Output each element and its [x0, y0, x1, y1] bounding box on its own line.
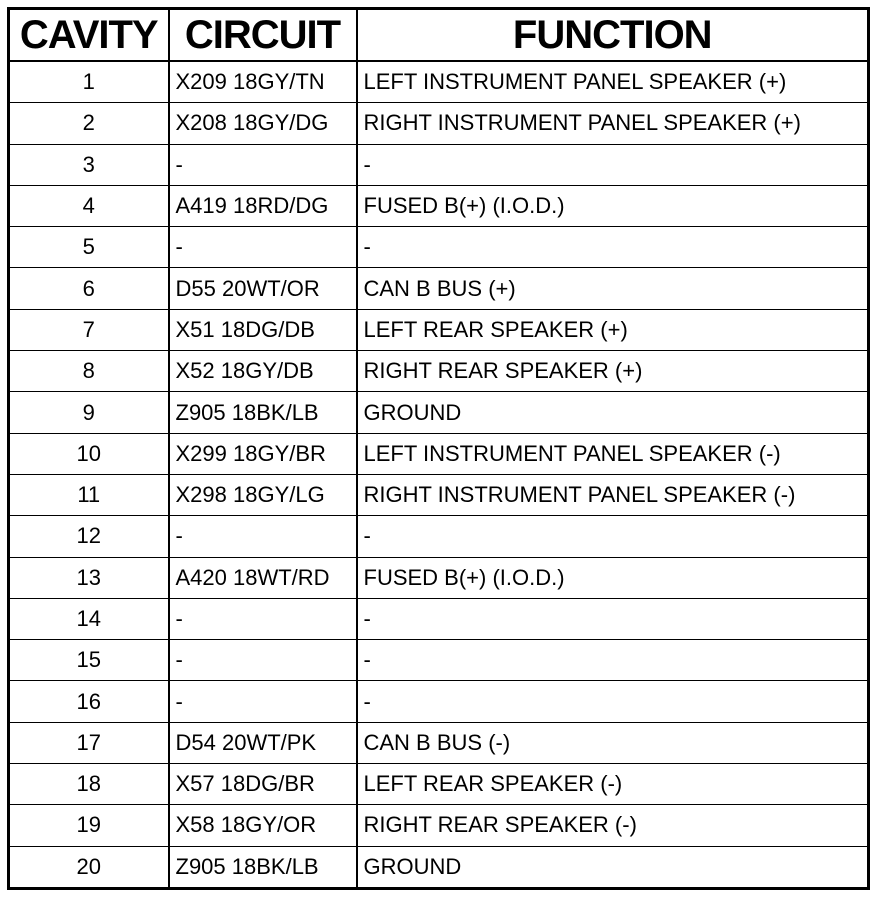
function-cell: CAN B BUS (-) — [357, 722, 869, 763]
function-cell: LEFT REAR SPEAKER (-) — [357, 764, 869, 805]
circuit-cell: - — [169, 516, 357, 557]
cavity-cell: 11 — [9, 474, 169, 515]
table-row — [9, 805, 869, 846]
cavity-cell: 13 — [9, 557, 169, 598]
cavity-cell: 12 — [9, 516, 169, 557]
cavity-cell: 19 — [9, 805, 169, 846]
table-row — [9, 144, 869, 185]
cavity-cell: 4 — [9, 185, 169, 226]
circuit-cell: D55 20WT/OR — [169, 268, 357, 309]
pinout-table — [7, 7, 870, 890]
function-cell: - — [357, 598, 869, 639]
cavity-cell: 1 — [9, 61, 169, 103]
table-row — [9, 433, 869, 474]
table-row — [9, 681, 869, 722]
table-body — [9, 61, 869, 888]
circuit-cell: X57 18DG/BR — [169, 764, 357, 805]
function-cell: CAN B BUS (+) — [357, 268, 869, 309]
table-row — [9, 516, 869, 557]
circuit-cell: Z905 18BK/LB — [169, 392, 357, 433]
cavity-cell: 6 — [9, 268, 169, 309]
table-row — [9, 351, 869, 392]
circuit-cell: D54 20WT/PK — [169, 722, 357, 763]
cavity-cell: 20 — [9, 846, 169, 888]
function-cell: RIGHT REAR SPEAKER (-) — [357, 805, 869, 846]
circuit-cell: A420 18WT/RD — [169, 557, 357, 598]
function-cell: LEFT INSTRUMENT PANEL SPEAKER (-) — [357, 433, 869, 474]
function-cell: - — [357, 516, 869, 557]
cavity-cell: 7 — [9, 309, 169, 350]
table-row — [9, 722, 869, 763]
table-header — [9, 9, 869, 62]
circuit-cell: X298 18GY/LG — [169, 474, 357, 515]
circuit-cell: X51 18DG/DB — [169, 309, 357, 350]
table-row — [9, 557, 869, 598]
circuit-cell: - — [169, 640, 357, 681]
function-cell: GROUND — [357, 392, 869, 433]
function-cell: RIGHT INSTRUMENT PANEL SPEAKER (-) — [357, 474, 869, 515]
cavity-cell: 8 — [9, 351, 169, 392]
function-cell: LEFT INSTRUMENT PANEL SPEAKER (+) — [357, 61, 869, 103]
function-cell: - — [357, 681, 869, 722]
table-row — [9, 61, 869, 103]
function-cell: RIGHT REAR SPEAKER (+) — [357, 351, 869, 392]
circuit-cell: - — [169, 144, 357, 185]
table-row — [9, 103, 869, 144]
cavity-cell: 16 — [9, 681, 169, 722]
function-cell: - — [357, 640, 869, 681]
cavity-cell: 18 — [9, 764, 169, 805]
header-row — [9, 9, 869, 62]
function-cell: RIGHT INSTRUMENT PANEL SPEAKER (+) — [357, 103, 869, 144]
function-column-header: FUNCTION — [357, 9, 869, 62]
cavity-cell: 14 — [9, 598, 169, 639]
cavity-cell: 15 — [9, 640, 169, 681]
connector-pinout-document — [7, 7, 867, 890]
table-row — [9, 474, 869, 515]
circuit-cell: X209 18GY/TN — [169, 61, 357, 103]
table-row — [9, 185, 869, 226]
cavity-cell: 9 — [9, 392, 169, 433]
cavity-cell: 2 — [9, 103, 169, 144]
circuit-cell: X299 18GY/BR — [169, 433, 357, 474]
function-cell: FUSED B(+) (I.O.D.) — [357, 557, 869, 598]
cavity-column-header: CAVITY — [9, 9, 169, 62]
circuit-cell: X58 18GY/OR — [169, 805, 357, 846]
cavity-cell: 5 — [9, 227, 169, 268]
function-cell: - — [357, 144, 869, 185]
table-row — [9, 268, 869, 309]
table-row — [9, 640, 869, 681]
table-row — [9, 392, 869, 433]
table-row — [9, 598, 869, 639]
function-cell: GROUND — [357, 846, 869, 888]
circuit-cell: - — [169, 681, 357, 722]
circuit-column-header: CIRCUIT — [169, 9, 357, 62]
circuit-cell: - — [169, 598, 357, 639]
table-row — [9, 309, 869, 350]
function-cell: LEFT REAR SPEAKER (+) — [357, 309, 869, 350]
function-cell: FUSED B(+) (I.O.D.) — [357, 185, 869, 226]
cavity-cell: 17 — [9, 722, 169, 763]
cavity-cell: 10 — [9, 433, 169, 474]
circuit-cell: - — [169, 227, 357, 268]
table-row — [9, 846, 869, 888]
circuit-cell: X208 18GY/DG — [169, 103, 357, 144]
function-cell: - — [357, 227, 869, 268]
circuit-cell: A419 18RD/DG — [169, 185, 357, 226]
table-row — [9, 764, 869, 805]
table-row — [9, 227, 869, 268]
circuit-cell: Z905 18BK/LB — [169, 846, 357, 888]
circuit-cell: X52 18GY/DB — [169, 351, 357, 392]
cavity-cell: 3 — [9, 144, 169, 185]
